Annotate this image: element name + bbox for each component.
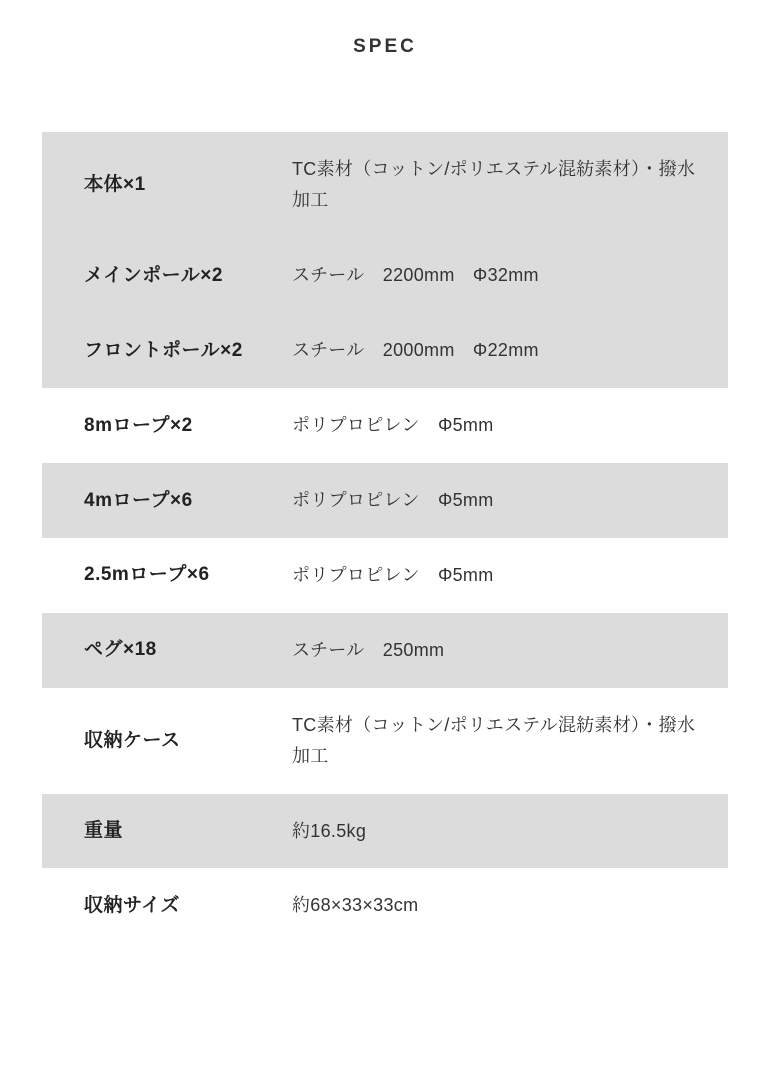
spec-value: スチール 2200mm Φ32mm	[292, 264, 539, 285]
table-row	[42, 868, 728, 943]
page-title: SPEC	[353, 36, 417, 57]
table-row	[42, 238, 728, 313]
spec-label: 重量	[84, 820, 124, 842]
table-row	[42, 132, 728, 238]
table-row	[42, 313, 728, 388]
spec-value: TC素材（コットン/ポリエステル混紡素材）・撥水加工	[292, 714, 696, 766]
spec-value: ポリプロピレン Φ5mm	[292, 489, 494, 510]
table-row	[42, 538, 728, 613]
spec-label: ペグ×18	[84, 639, 157, 661]
spec-label: 収納サイズ	[84, 895, 180, 917]
spec-label: メインポール×2	[84, 264, 223, 286]
spec-label: 収納ケース	[84, 729, 181, 751]
spec-label: 8mロープ×2	[84, 414, 193, 436]
spec-label: 4mロープ×6	[84, 489, 193, 511]
table-row	[42, 613, 728, 688]
spec-value: ポリプロピレン Φ5mm	[292, 564, 494, 585]
spec-value: ポリプロピレン Φ5mm	[292, 414, 494, 435]
spec-value: 約16.5kg	[292, 820, 367, 841]
spec-value: スチール 250mm	[292, 639, 445, 660]
spec-label: フロントポール×2	[84, 339, 243, 361]
table-row	[42, 794, 728, 869]
table-row	[42, 688, 728, 794]
spec-value: 約68×33×33cm	[292, 895, 419, 916]
table-row	[42, 388, 728, 463]
table-row	[42, 463, 728, 538]
spec-table-body	[42, 132, 728, 943]
spec-table	[42, 132, 728, 943]
spec-label: 本体×1	[84, 174, 146, 196]
spec-value: TC素材（コットン/ポリエステル混紡素材）・撥水加工	[292, 159, 696, 210]
spec-value: スチール 2000mm Φ22mm	[292, 339, 539, 360]
spec-label: 2.5mロープ×6	[84, 564, 210, 586]
